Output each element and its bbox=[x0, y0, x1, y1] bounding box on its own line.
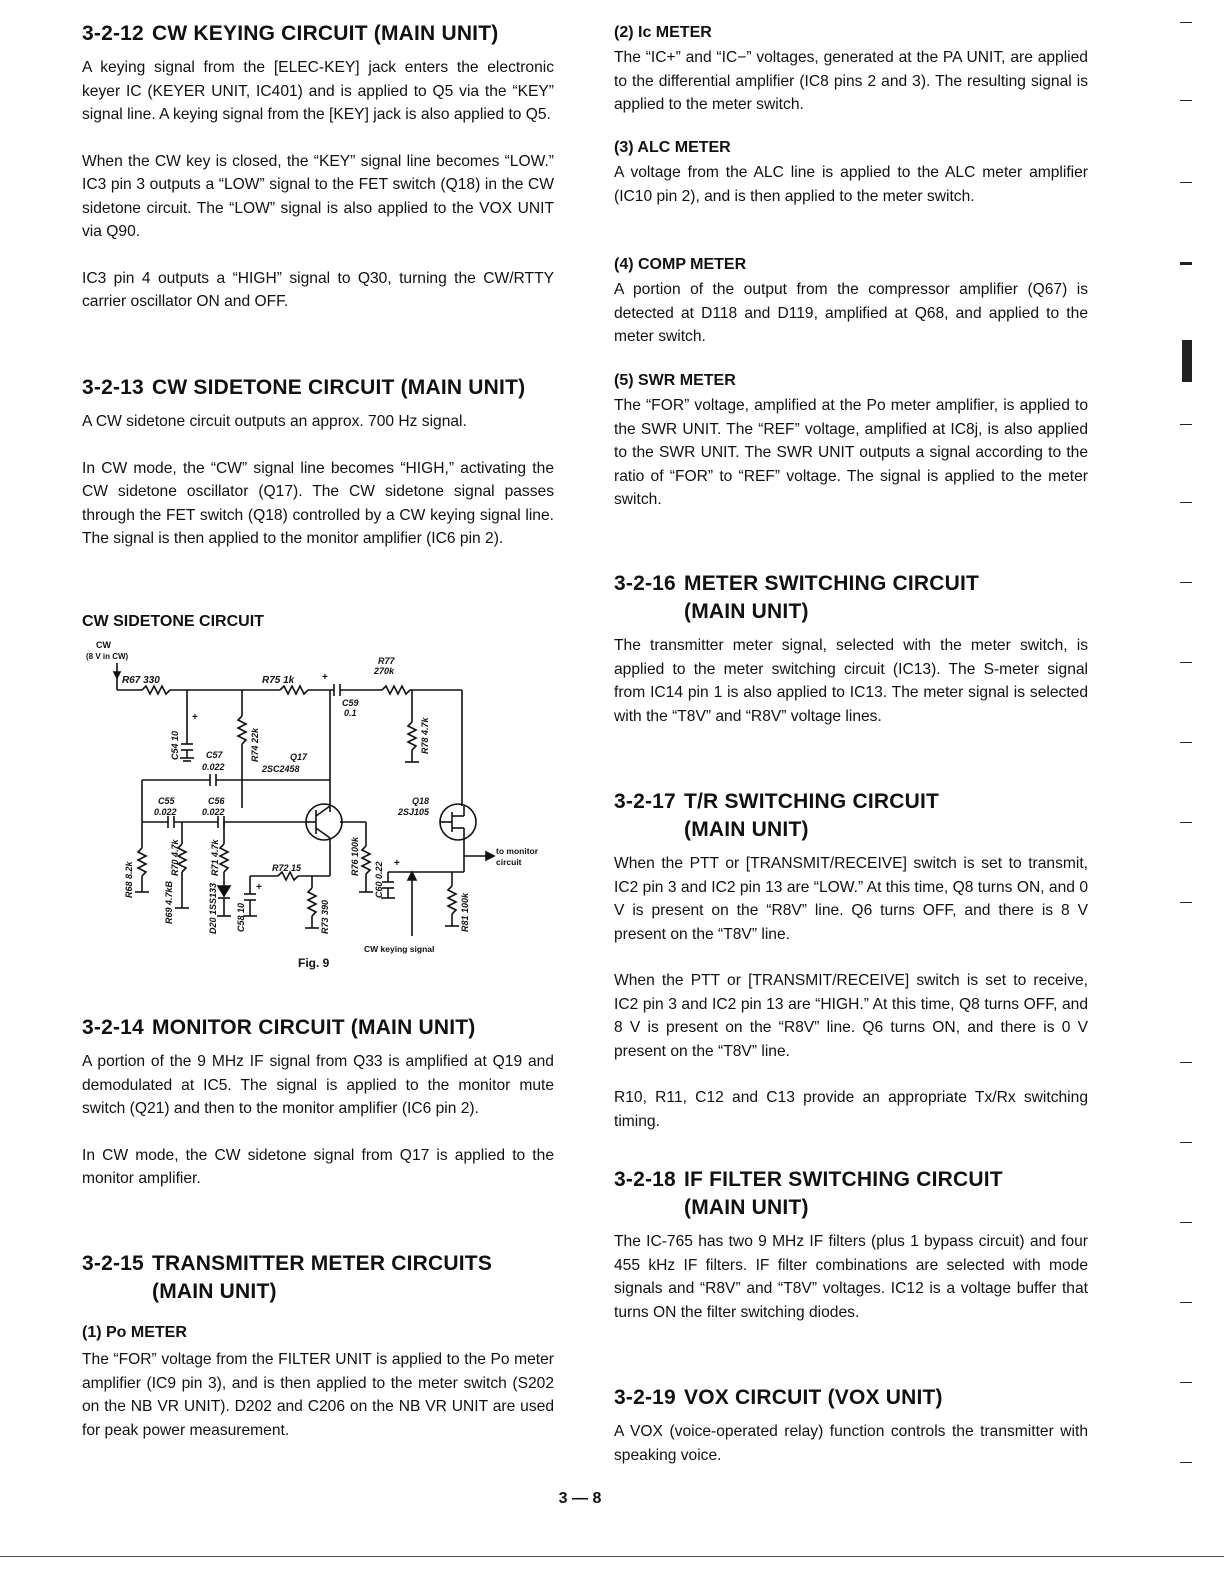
paragraph: When the CW key is closed, the “KEY” signal line becomes “LOW.” IC3 pin 3 outputs a “LOW” signal to the FET switch (Q18) in the CW sidetone circuit. The “LOW” signal is also applied to the VOX UNIT via Q90. bbox=[82, 152, 554, 240]
paragraph: When the PTT or [TRANSMIT/RECEIVE] switch is set to receive, IC2 pin 3 and IC2 pin 13 are “HIGH.” At this time, Q8 turns OFF, and 8 V is present on the “R8V” line. Q6 turns ON, and there is 0 V present on the “T8V” line. bbox=[614, 972, 1088, 1060]
paragraph: In CW mode, the CW sidetone signal from Q17 is applied to the monitor amplifier. bbox=[82, 1146, 554, 1187]
scan-edge-mark bbox=[1180, 662, 1192, 663]
label-cw: CW bbox=[96, 640, 111, 650]
section-number: 3-2-16 bbox=[614, 572, 676, 595]
section-heading bbox=[614, 570, 1088, 626]
section-3-2-14 bbox=[82, 1014, 554, 1191]
section-number: 3-2-13 bbox=[82, 376, 144, 399]
scan-bottom-line bbox=[0, 1556, 1224, 1557]
section-title: VOX CIRCUIT (VOX UNIT) bbox=[684, 1386, 943, 1409]
figure-caption: Fig. 9 bbox=[298, 956, 330, 970]
subsection-heading: (1) Po METER bbox=[82, 1324, 187, 1341]
paragraph: The transmitter meter signal, selected with the meter switch, is applied to the meter switching circuit (IC13). The S-meter signal from IC14 pin 1 is also applied to IC13. The meter signal is selected with the “T8V” and “R8V” voltage lines. bbox=[614, 637, 1088, 725]
scan-edge-mark bbox=[1180, 822, 1192, 823]
figure-cw-sidetone bbox=[82, 612, 554, 970]
scan-edge-mark bbox=[1180, 582, 1192, 583]
svg-text:+: + bbox=[256, 882, 262, 893]
scan-edge-mark bbox=[1180, 742, 1192, 743]
label-r78: R78 4.7k bbox=[420, 717, 430, 754]
scan-edge-mark bbox=[1180, 1142, 1192, 1143]
subsection-alc-meter bbox=[614, 137, 1088, 208]
subsection-heading: (5) SWR METER bbox=[614, 372, 736, 389]
scan-edge-mark bbox=[1180, 1062, 1192, 1063]
section-3-2-13 bbox=[82, 374, 554, 551]
section-heading bbox=[82, 374, 554, 402]
paragraph: A portion of the 9 MHz IF signal from Q33 is amplified at Q19 and demodulated at IC5. The signal is applied to the monitor mute switch (Q21) and then to the monitor amplifier (IC6 pin 2). bbox=[82, 1053, 554, 1117]
label-c54: C54 10 bbox=[170, 730, 180, 760]
section-heading bbox=[82, 1250, 554, 1306]
label-c56-value: 0.022 bbox=[202, 807, 225, 817]
label-d20: D20 1SS133 bbox=[208, 882, 218, 934]
paragraph: When the PTT or [TRANSMIT/RECEIVE] switch is set to transmit, IC2 pin 3 and IC2 pin 13 are “LOW.” At this time, Q8 turns ON, and 0 V is present on the “R8V” line. Q6 turns OFF, and there is 8 V present on the “T8V” line. bbox=[614, 855, 1088, 943]
svg-text:+: + bbox=[192, 712, 198, 723]
subsection-comp-meter bbox=[614, 254, 1088, 349]
label-r74: R74 22k bbox=[250, 727, 260, 762]
label-r73: R73 390 bbox=[320, 899, 330, 934]
label-r68: R68 8.2k bbox=[124, 861, 134, 898]
svg-text:+: + bbox=[322, 672, 328, 683]
section-3-2-18 bbox=[614, 1166, 1088, 1324]
section-heading bbox=[82, 20, 554, 48]
label-r76: R76 100k bbox=[350, 836, 360, 876]
label-q17-value: 2SC2458 bbox=[262, 764, 300, 774]
paragraph: A voltage from the ALC line is applied to the ALC meter amplifier (IC10 pin 2), and is then applied to the meter switch. bbox=[614, 164, 1088, 205]
label-c59: C59 bbox=[342, 698, 359, 708]
scan-edge-mark bbox=[1180, 182, 1192, 183]
section-3-2-16 bbox=[614, 570, 1088, 728]
section-title: CW SIDETONE CIRCUIT (MAIN UNIT) bbox=[152, 376, 526, 399]
section-number: 3-2-15 bbox=[82, 1252, 144, 1275]
subsection-swr-meter bbox=[614, 370, 1088, 512]
section-heading bbox=[614, 1166, 1088, 1222]
paragraph: A keying signal from the [ELEC-KEY] jack enters the electronic keyer IC (KEYER UNIT, IC401) and is applied to Q5 via the “KEY” signal line. A keying signal from the [KEY] jack is also applied to Q5. bbox=[82, 59, 554, 123]
section-number: 3-2-19 bbox=[614, 1386, 676, 1409]
section-title: TRANSMITTER METER CIRCUITS bbox=[152, 1252, 493, 1275]
subsection-heading: (3) ALC METER bbox=[614, 139, 731, 156]
section-title-line2: (MAIN UNIT) bbox=[684, 1196, 809, 1219]
svg-text:+: + bbox=[394, 858, 400, 869]
label-circuit: circuit bbox=[496, 857, 522, 867]
subsection-heading: (2) Ic METER bbox=[614, 24, 712, 41]
section-heading bbox=[82, 1014, 554, 1042]
section-title-line2: (MAIN UNIT) bbox=[684, 818, 809, 841]
section-heading bbox=[614, 1384, 1088, 1412]
label-c57-value: 0.022 bbox=[202, 762, 225, 772]
section-title-line2: (MAIN UNIT) bbox=[684, 600, 809, 623]
label-c55-value: 0.022 bbox=[154, 807, 177, 817]
subsection-heading: (4) COMP METER bbox=[614, 256, 747, 273]
label-q17: Q17 bbox=[290, 752, 308, 762]
paragraph: The “IC+” and “IC−” voltages, generated at the PA UNIT, are applied to the differential amplifier (IC8 pins 2 and 3). The resulting signal is applied to the meter switch. bbox=[614, 49, 1088, 113]
label-c58: C58 10 bbox=[236, 902, 246, 932]
label-c57: C57 bbox=[206, 750, 223, 760]
paragraph: A VOX (voice-operated relay) function controls the transmitter with speaking voice. bbox=[614, 1423, 1088, 1464]
scan-edge-mark bbox=[1180, 502, 1192, 503]
label-r69: R69 4.7kB bbox=[164, 880, 174, 924]
scan-edge-mark bbox=[1180, 1382, 1192, 1383]
section-3-2-12 bbox=[82, 20, 554, 314]
label-cw-sub: (8 V in CW) bbox=[86, 652, 129, 661]
schematic-diagram bbox=[82, 636, 554, 981]
label-c55: C55 bbox=[158, 796, 175, 806]
section-heading bbox=[614, 788, 1088, 844]
scan-edge-mark bbox=[1180, 424, 1192, 425]
label-r81: R81 100k bbox=[460, 892, 470, 932]
scan-edge-mark bbox=[1180, 22, 1192, 23]
scan-edge-mark bbox=[1180, 100, 1192, 101]
scan-edge-mark bbox=[1180, 1222, 1192, 1223]
label-c56: C56 bbox=[208, 796, 225, 806]
section-title: T/R SWITCHING CIRCUIT bbox=[684, 790, 940, 813]
paragraph: A portion of the output from the compressor amplifier (Q67) is detected at D118 and D119, amplified at Q68, and applied to the meter switch. bbox=[614, 281, 1088, 345]
section-title: CW KEYING CIRCUIT (MAIN UNIT) bbox=[152, 22, 499, 45]
label-r77: R77 bbox=[378, 656, 395, 666]
scan-edge-mark bbox=[1180, 262, 1192, 265]
paragraph: IC3 pin 4 outputs a “HIGH” signal to Q30, turning the CW/RTTY carrier oscillator ON and OFF. bbox=[82, 269, 554, 310]
label-r77-value: 270k bbox=[374, 666, 395, 676]
label-c60: C60 0.22 bbox=[374, 861, 384, 898]
paragraph: In CW mode, the “CW” signal line becomes “HIGH,” activating the CW sidetone oscillator (Q17). The CW sidetone signal passes through the FET switch (Q18) controlled by a CW keying signal line. The signal is then applied to the monitor amplifier (IC6 pin 2). bbox=[82, 459, 554, 547]
page-number: 3 — 8 bbox=[558, 1490, 602, 1507]
label-r71: R71 4.7k bbox=[210, 839, 220, 876]
label-c59-value: 0.1 bbox=[344, 708, 357, 718]
section-title: IF FILTER SWITCHING CIRCUIT bbox=[684, 1168, 1003, 1191]
section-title: METER SWITCHING CIRCUIT bbox=[684, 572, 980, 595]
paragraph: R10, R11, C12 and C13 provide an appropriate Tx/Rx switching timing. bbox=[614, 1089, 1088, 1130]
figure-title: CW SIDETONE CIRCUIT bbox=[82, 613, 264, 630]
label-r67: R67 330 bbox=[122, 675, 160, 686]
section-title-line2: (MAIN UNIT) bbox=[152, 1280, 277, 1303]
scan-edge-mark bbox=[1180, 1462, 1192, 1463]
label-r75: R75 1k bbox=[262, 675, 295, 686]
label-cw-keying: CW keying signal bbox=[364, 944, 435, 954]
section-3-2-15 bbox=[82, 1250, 554, 1442]
section-number: 3-2-14 bbox=[82, 1016, 144, 1039]
label-r72: R72 15 bbox=[272, 863, 302, 873]
section-3-2-17 bbox=[614, 788, 1088, 1133]
paragraph: A CW sidetone circuit outputs an approx. 700 Hz signal. bbox=[82, 413, 467, 430]
section-title: MONITOR CIRCUIT (MAIN UNIT) bbox=[152, 1016, 476, 1039]
label-q18: Q18 bbox=[412, 796, 430, 806]
scan-edge-mark bbox=[1182, 340, 1192, 382]
label-r70: R70 4.7k bbox=[170, 839, 180, 876]
section-number: 3-2-12 bbox=[82, 22, 144, 45]
paragraph: The “FOR” voltage, amplified at the Po meter amplifier, is applied to the SWR UNIT. The “REF” voltage, amplified at IC8j, is also applied to the SWR UNIT. The SWR UNIT outputs a signal according to the ratio of “FOR” to “REF” voltage. The signal is applied to the meter switch. bbox=[614, 397, 1088, 508]
paragraph: The “FOR” voltage from the FILTER UNIT is applied to the Po meter amplifier (IC9 pin 3), and is then applied to the meter switch (S202 on the NB VR UNIT). D202 and C206 on the NB VR UNIT are used for peak power measurement. bbox=[82, 1351, 554, 1439]
label-q18-value: 2SJ105 bbox=[398, 807, 430, 817]
section-number: 3-2-18 bbox=[614, 1168, 676, 1191]
subsection-ic-meter bbox=[614, 22, 1088, 117]
section-3-2-19 bbox=[614, 1384, 1088, 1467]
paragraph: The IC-765 has two 9 MHz IF filters (plus 1 bypass circuit) and four 455 kHz IF filters. IF filter combinations are selected with mode signals and “R8V” and “T8V” voltages. IC12 is a voltage buffer that turns ON the filter switching diodes. bbox=[614, 1233, 1088, 1321]
scan-edge-mark bbox=[1180, 902, 1192, 903]
label-to-monitor: to monitor bbox=[496, 846, 539, 856]
section-number: 3-2-17 bbox=[614, 790, 676, 813]
scan-edge-mark bbox=[1180, 1302, 1192, 1303]
